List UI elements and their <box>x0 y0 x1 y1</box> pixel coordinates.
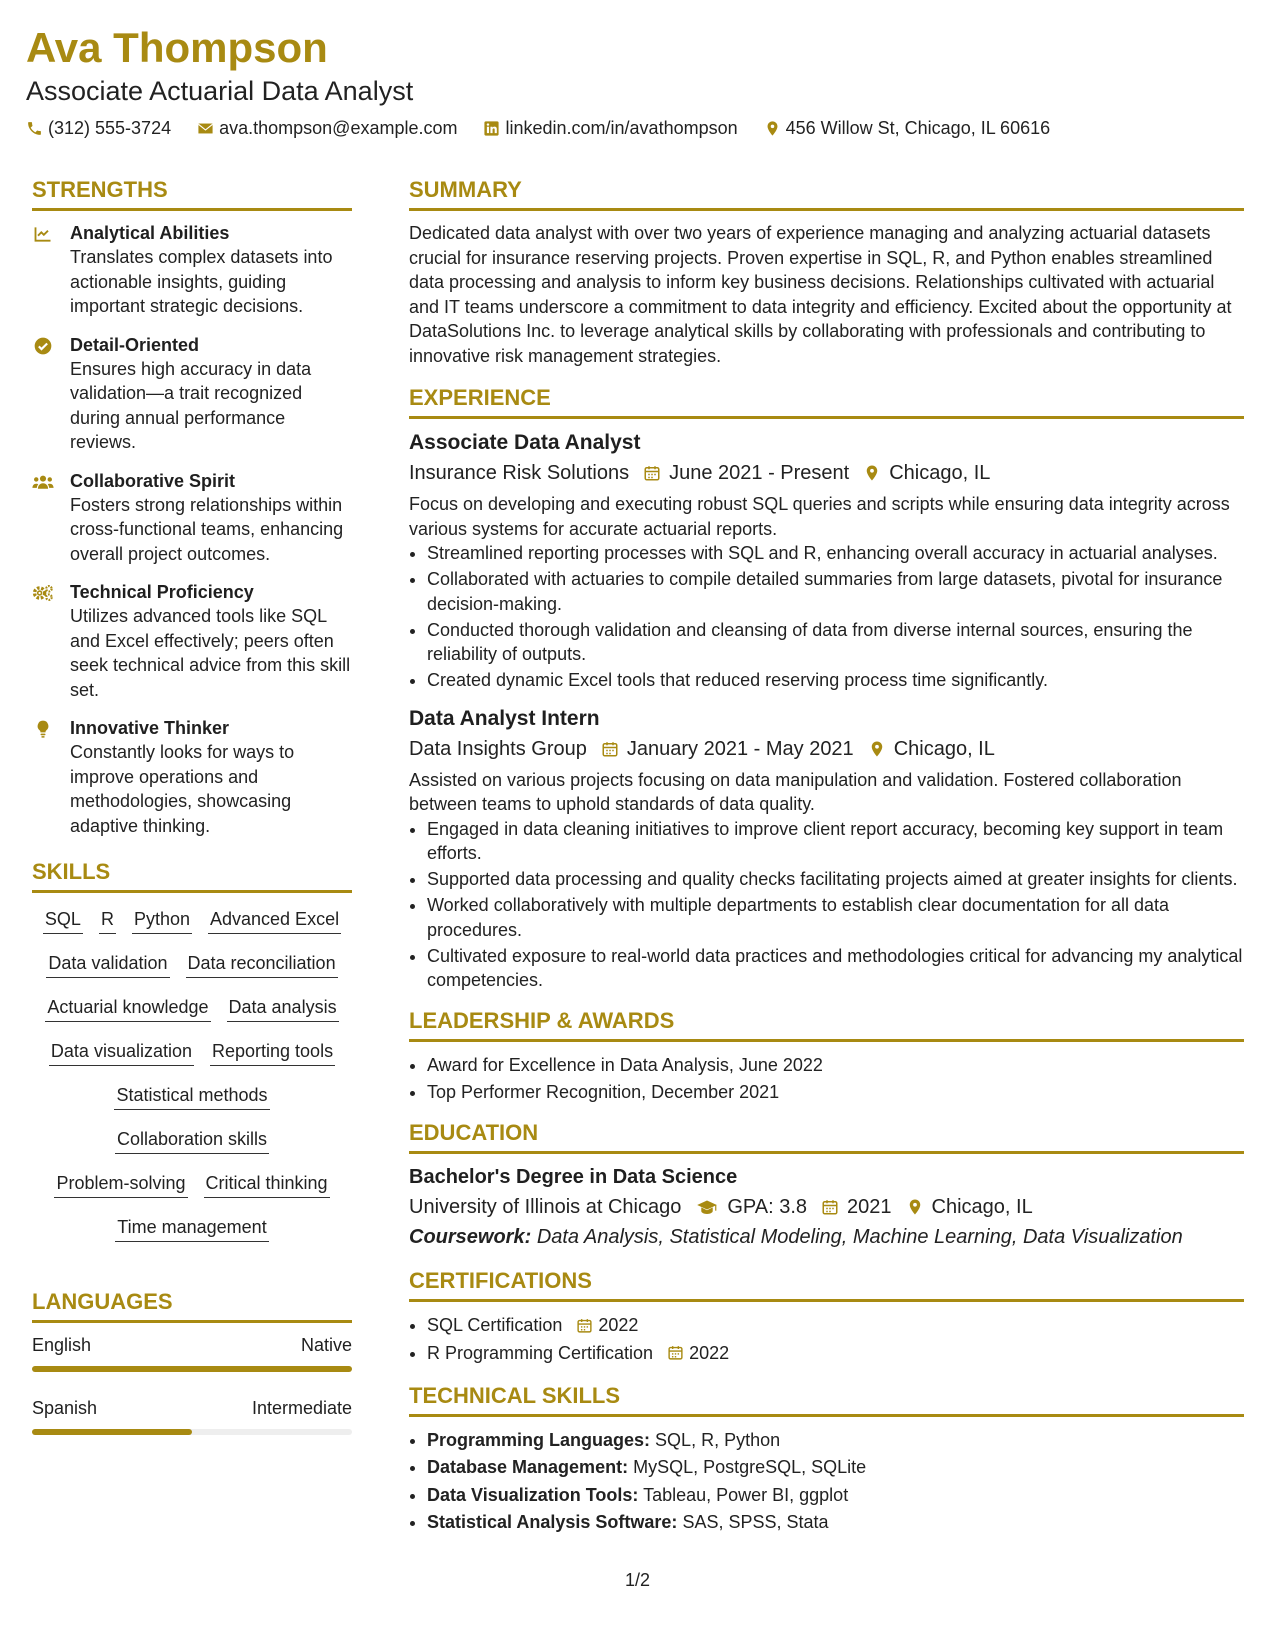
resume-header <box>26 22 1246 139</box>
experience-section <box>409 384 1244 993</box>
job-bullets <box>409 541 1244 693</box>
section-divider <box>409 416 1244 419</box>
certifications-list <box>409 1312 1244 1366</box>
skill-tag: Actuarial knowledge <box>45 995 210 1022</box>
strength-title: Innovative Thinker <box>70 718 230 738</box>
skill-tag: Advanced Excel <box>208 907 341 934</box>
summary-text: Dedicated data analyst with over two years of experience managing and analyzing actuarial datasets crucial for insurance reserving projects. Proven expertise in SQL, R, and Python enables streamlined data processing and analysis to inform key business decisions. Relationships cultivated with actuarial and IT teams underscore a commitment to data integrity and efficiency. Excited about the opportunity at DataSolutions Inc. to leverage analytical skills by collaborating with professionals and contributing to innovative risk management strategies. <box>409 223 1232 366</box>
strengths-section <box>32 176 352 838</box>
candidate-role: Associate Actuarial Data Analyst <box>26 76 414 106</box>
linkedin-icon <box>483 120 500 137</box>
job-title: Data Analyst Intern <box>409 706 600 730</box>
job-meta <box>409 459 1244 487</box>
job-bullet: • Conducted thorough validation and cleansing of data from diverse internal sources, ensuring the reliability of outputs. <box>427 618 1244 667</box>
strength-title: Collaborative Spirit <box>70 470 236 491</box>
envelope-icon <box>197 120 214 137</box>
certification-item <box>427 1340 1244 1366</box>
school-location: Chicago, IL <box>931 1196 1033 1218</box>
section-divider <box>409 1151 1244 1154</box>
left-column <box>32 176 352 1459</box>
technical-skill-label: Data Visualization Tools: <box>427 1484 639 1505</box>
job-entry <box>409 705 1244 993</box>
job-entry <box>409 429 1244 693</box>
contact-email[interactable] <box>197 118 457 139</box>
strength-item <box>32 580 352 702</box>
experience-title: EXPERIENCE <box>409 385 551 410</box>
skill-tag: Data analysis <box>227 995 339 1022</box>
strength-desc: Constantly looks for ways to improve operations and methodologies, showcasing adaptive thinking. <box>70 742 295 836</box>
strength-desc: Ensures high accuracy in data validation—a trait recognized during annual performance reviews. <box>70 358 312 452</box>
section-divider <box>32 890 352 893</box>
job-company: Data Insights Group <box>409 737 587 760</box>
summary-title: SUMMARY <box>409 177 522 202</box>
phone-icon <box>26 120 43 137</box>
skill-tag: Data validation <box>46 951 169 978</box>
skills-title: SKILLS <box>32 859 111 884</box>
education-section <box>409 1119 1244 1251</box>
calendar-icon <box>821 1198 839 1216</box>
technical-skill-label: Statistical Analysis Software: <box>427 1512 678 1532</box>
technical-skill-value: Tableau, Power BI, ggplot <box>643 1484 849 1505</box>
strength-item <box>32 469 352 567</box>
strength-desc: Fosters strong relationships within cross-functional teams, enhancing overall project outcomes. <box>70 494 344 564</box>
map-marker-icon <box>863 464 881 482</box>
certifications-title: CERTIFICATIONS <box>409 1268 592 1293</box>
section-divider <box>32 208 352 211</box>
certification-name: • SQL Certification <box>427 1315 563 1335</box>
skill-tag: SQL <box>43 907 83 934</box>
job-bullet: • Created dynamic Excel tools that reduced reserving process time significantly. <box>427 668 1244 693</box>
language-level: Native <box>300 1335 352 1355</box>
skills-list <box>32 903 352 1242</box>
education-meta <box>409 1193 1244 1221</box>
language-name: Spanish <box>32 1398 98 1418</box>
technical-skill-value: MySQL, PostgreSQL, SQLite <box>633 1457 867 1477</box>
phone-text: (312) 555-3724 <box>48 118 172 138</box>
certification-year: 2022 <box>689 1342 730 1363</box>
strength-item <box>32 333 352 455</box>
technical-skill-item <box>427 1482 1244 1508</box>
calendar-icon <box>601 740 619 758</box>
awards-list <box>409 1052 1244 1106</box>
lightbulb-icon <box>32 719 54 739</box>
job-bullet: • Collaborated with actuaries to compile detailed summaries from large datasets, pivotal for insurance decision-making. <box>427 567 1244 616</box>
page-number: 1/2 <box>624 1570 651 1590</box>
skill-tag: Critical thinking <box>204 1171 330 1198</box>
section-divider <box>409 1299 1244 1302</box>
languages-section <box>32 1288 352 1435</box>
coursework <box>409 1223 1244 1251</box>
section-divider <box>409 208 1244 211</box>
strengths-title: STRENGTHS <box>32 177 168 202</box>
coursework-label: Coursework: <box>409 1226 532 1248</box>
job-dates: January 2021 - May 2021 <box>626 737 854 760</box>
job-description: Focus on developing and executing robust SQL queries and scripts while ensuring data integrity across various systems for accurate actuarial reports. <box>409 494 1230 539</box>
technical-skills-title: TECHNICAL SKILLS <box>409 1382 621 1408</box>
language-item <box>32 1333 352 1372</box>
language-proficiency-fill <box>32 1366 352 1372</box>
job-location: Chicago, IL <box>889 462 991 484</box>
skill-tag: Statistical methods <box>114 1083 269 1110</box>
skill-tag: Problem-solving <box>54 1171 187 1198</box>
summary-section <box>409 176 1244 368</box>
languages-title: LANGUAGES <box>32 1289 173 1314</box>
strength-title: Technical Proficiency <box>70 582 254 602</box>
job-description: Assisted on various projects focusing on data manipulation and validation. Fostered collaboration between teams to uphold standards of data quality. <box>409 769 1182 814</box>
strength-item <box>32 221 352 319</box>
job-meta <box>409 735 1244 763</box>
language-item <box>32 1396 352 1435</box>
right-column <box>409 176 1244 1537</box>
awards-title: LEADERSHIP & AWARDS <box>409 1007 675 1033</box>
language-proficiency-bar <box>32 1429 352 1435</box>
technical-skills-section <box>409 1382 1244 1536</box>
contact-bar <box>26 118 1246 139</box>
skill-tag: Data reconciliation <box>186 951 338 978</box>
section-divider <box>32 1320 352 1323</box>
strength-title: Analytical Abilities <box>70 223 230 243</box>
linkedin-text[interactable]: linkedin.com/in/avathompson <box>505 118 738 138</box>
language-name: English <box>32 1335 92 1355</box>
technical-skill-item <box>427 1509 1244 1535</box>
strength-desc: Utilizes advanced tools like SQL and Excel effectively; peers often seek technical advice from this skill set. <box>70 606 351 700</box>
job-bullet: • Cultivated exposure to real-world data practices and methodologies critical for advancing my analytical competencies. <box>427 944 1244 993</box>
certification-year: 2022 <box>598 1315 639 1335</box>
contact-address <box>764 118 1050 139</box>
skill-tag: Python <box>132 907 192 934</box>
awards-section <box>409 1007 1244 1106</box>
technical-skill-item <box>427 1427 1244 1453</box>
job-location: Chicago, IL <box>893 737 995 760</box>
technical-skill-label: Database Management: <box>427 1457 629 1477</box>
certification-item <box>427 1312 1244 1338</box>
calendar-icon <box>643 464 661 482</box>
graduation-year: 2021 <box>847 1196 892 1218</box>
language-proficiency-bar <box>32 1366 352 1372</box>
contact-linkedin[interactable] <box>483 118 737 139</box>
skills-section <box>32 858 352 1242</box>
strength-desc: Translates complex datasets into actionable insights, guiding important strategic decisions. <box>70 247 333 316</box>
job-bullet: • Streamlined reporting processes with SQL and R, enhancing overall accuracy in actuarial analyses. <box>427 541 1244 566</box>
map-marker-icon <box>906 1198 924 1216</box>
users-icon <box>32 472 54 492</box>
section-divider <box>409 1414 1244 1417</box>
skill-tag: Reporting tools <box>210 1039 335 1066</box>
job-title: Associate Data Analyst <box>409 431 641 454</box>
school-name: University of Illinois at Chicago <box>409 1196 682 1218</box>
language-level: Intermediate <box>251 1398 352 1418</box>
section-divider <box>409 1039 1244 1042</box>
job-dates: June 2021 - Present <box>669 462 850 484</box>
language-proficiency-fill <box>32 1429 192 1435</box>
certifications-section <box>409 1267 1244 1366</box>
technical-skill-item <box>427 1454 1244 1480</box>
chart-line-icon <box>32 224 54 244</box>
job-bullet: • Supported data processing and quality checks facilitating projects aimed at greater insights for clients. <box>427 867 1244 892</box>
technical-skills-list <box>409 1427 1244 1536</box>
coursework-list: Data Analysis, Statistical Modeling, Machine Learning, Data Visualization <box>536 1226 1183 1248</box>
map-marker-icon <box>868 740 886 758</box>
candidate-name: Ava Thompson <box>26 24 328 71</box>
skill-tag: R <box>99 907 116 934</box>
gears-icon <box>32 583 54 603</box>
degree-title: Bachelor's Degree in Data Science <box>409 1166 738 1188</box>
strength-title: Detail-Oriented <box>70 334 200 355</box>
technical-skill-value: SAS, SPSS, Stata <box>682 1512 829 1532</box>
map-marker-icon <box>764 120 781 137</box>
skill-tag: Time management <box>115 1215 268 1242</box>
education-title: EDUCATION <box>409 1120 539 1145</box>
job-bullet: • Worked collaboratively with multiple departments to establish clear documentation for all data procedures. <box>427 893 1244 942</box>
email-text[interactable]: ava.thompson@example.com <box>219 118 458 138</box>
check-circle-icon <box>32 336 54 356</box>
contact-phone <box>26 118 171 139</box>
award-item: • Top Performer Recognition, December 2021 <box>427 1079 1244 1105</box>
skill-tag: Data visualization <box>49 1039 194 1066</box>
certification-name: • R Programming Certification <box>427 1342 654 1363</box>
calendar-icon <box>667 1344 684 1361</box>
job-bullets <box>409 817 1244 993</box>
calendar-icon <box>576 1317 593 1334</box>
address-text: 456 Willow St, Chicago, IL 60616 <box>785 118 1051 138</box>
strength-item <box>32 716 352 838</box>
gpa-text: GPA: 3.8 <box>727 1196 808 1218</box>
award-item: • Award for Excellence in Data Analysis, June 2022 <box>427 1052 1244 1078</box>
job-company: Insurance Risk Solutions <box>409 462 630 484</box>
job-bullet: • Engaged in data cleaning initiatives to improve client report accuracy, becoming key support in team efforts. <box>427 817 1244 866</box>
technical-skill-value: SQL, R, Python <box>655 1429 781 1450</box>
technical-skill-label: Programming Languages: <box>427 1429 651 1450</box>
skill-tag: Collaboration skills <box>115 1127 269 1154</box>
graduation-cap-icon <box>695 1198 719 1216</box>
